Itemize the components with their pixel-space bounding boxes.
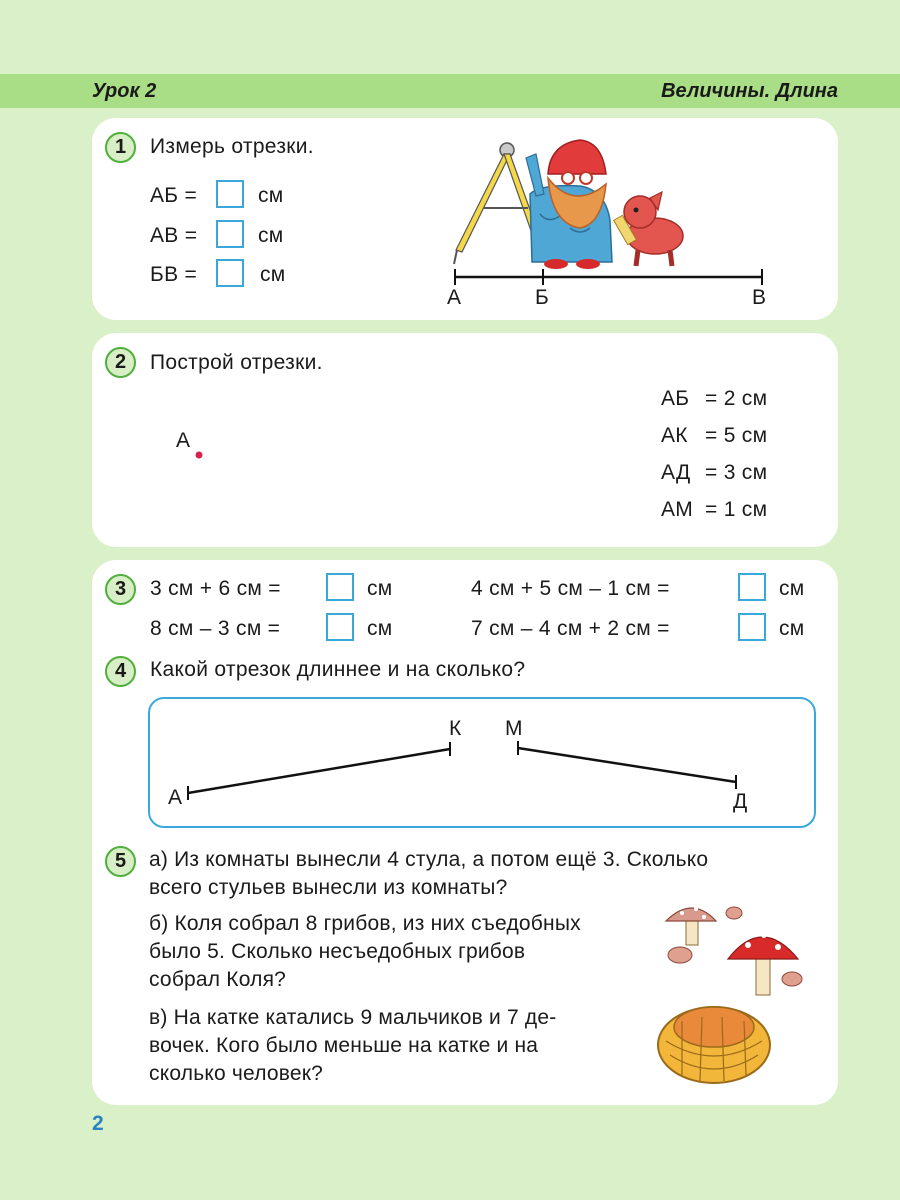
point-label-v: В	[752, 286, 767, 309]
task-1-row-label: АБ =	[150, 184, 198, 207]
expression: 7 см – 4 см + 2 см =	[471, 617, 670, 640]
segment-name: АБ	[661, 387, 690, 410]
expression: 3 см + 6 см =	[150, 577, 281, 600]
point-label-d: Д	[733, 790, 748, 813]
task-5b-line: б) Коля собрал 8 грибов, из них съедобных	[149, 912, 581, 935]
task-5a-line: а) Из комнаты вынесли 4 стула, а потом ещё 3. Сколько	[149, 848, 709, 871]
expression-unit: см	[367, 577, 393, 600]
answer-box[interactable]	[326, 613, 354, 641]
point-label-b: Б	[535, 286, 550, 309]
task-5b-line: было 5. Сколько несъедобных грибов	[149, 940, 526, 963]
task-1-number: 1	[105, 132, 136, 163]
task-2-number: 2	[105, 347, 136, 378]
segment-name: АД	[661, 461, 691, 484]
task-1-row-unit: см	[258, 184, 284, 207]
answer-box[interactable]	[216, 259, 244, 287]
segment-length: = 2 см	[705, 387, 768, 410]
task-4-prompt: Какой отрезок длиннее и на сколько?	[150, 658, 526, 681]
task-1-row-unit: см	[258, 224, 284, 247]
task-4-number: 4	[105, 656, 136, 687]
point-label-a: А	[168, 786, 183, 809]
task-2-prompt: Построй отрезки.	[150, 351, 323, 374]
answer-box[interactable]	[738, 573, 766, 601]
segment-length: = 1 см	[705, 498, 768, 521]
task-5c-line: в) На катке катались 9 мальчиков и 7 де-	[149, 1006, 557, 1029]
segment-length: = 5 см	[705, 424, 768, 447]
task-1-row-unit: см	[260, 263, 286, 286]
gnome-compass-illustration	[440, 124, 700, 274]
segment-length: = 3 см	[705, 461, 768, 484]
lesson-title: Урок 2	[92, 80, 157, 102]
task-3-number: 3	[105, 574, 136, 605]
task-5c-line: вочек. Кого было меньше на катке и на	[149, 1034, 539, 1057]
segments-ak-md	[148, 697, 816, 828]
mushroom-icon	[666, 907, 716, 945]
task-1-row-label: БВ =	[150, 263, 198, 286]
topic-title: Величины. Длина	[661, 80, 838, 102]
gnome-figure	[526, 140, 612, 269]
answer-box[interactable]	[216, 220, 244, 248]
task-5c-line: сколько человек?	[149, 1062, 324, 1085]
expression: 8 см – 3 см =	[150, 617, 281, 640]
expression-unit: см	[779, 577, 805, 600]
expression-unit: см	[367, 617, 393, 640]
segment-abv	[440, 262, 780, 312]
task-5a-line: всего стульев вынесли из комнаты?	[149, 876, 508, 899]
answer-box[interactable]	[326, 573, 354, 601]
page-number: 2	[92, 1112, 104, 1135]
expression: 4 см + 5 см – 1 см =	[471, 577, 670, 600]
task-5b-line: собрал Коля?	[149, 968, 287, 991]
basket-icon	[658, 1007, 770, 1083]
answer-box[interactable]	[216, 180, 244, 208]
expression-unit: см	[779, 617, 805, 640]
task-1-row-label: АВ =	[150, 224, 198, 247]
point-a-label: А	[176, 429, 191, 452]
dog-figure	[614, 192, 683, 266]
task-1-prompt: Измерь отрезки.	[150, 135, 314, 158]
mushroom-basket-illustration	[652, 895, 812, 1085]
segment-name: АК	[661, 424, 688, 447]
segment-name: АМ	[661, 498, 694, 521]
point-label-m: М	[505, 717, 523, 740]
task-5-number: 5	[105, 846, 136, 877]
point-label-a: А	[447, 286, 462, 309]
answer-box[interactable]	[738, 613, 766, 641]
point-label-k: К	[449, 717, 462, 740]
point-a-dot	[194, 450, 204, 460]
